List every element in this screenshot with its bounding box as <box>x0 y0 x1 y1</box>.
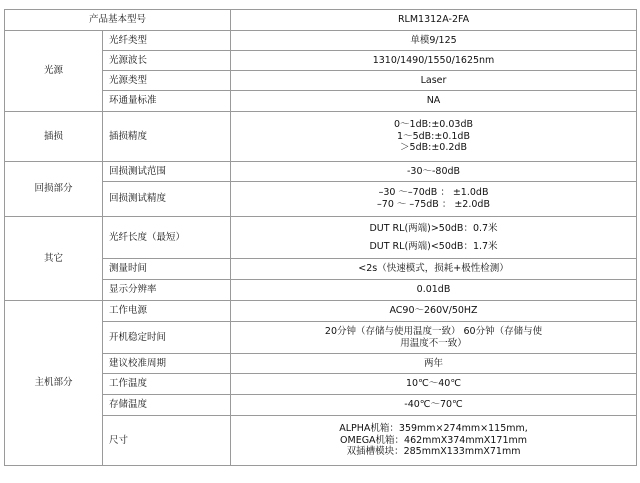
param-label: 光源类型 <box>103 71 231 91</box>
param-value <box>231 416 637 466</box>
param-label: 开机稳定时间 <box>103 322 231 354</box>
param-label: 显示分辨率 <box>103 280 231 301</box>
param-label: 工作电源 <box>103 301 231 322</box>
param-label: 光纤类型 <box>103 31 231 51</box>
table-row <box>5 112 637 162</box>
value-line: OMEGA机箱：462mmX374mmX171mm <box>340 434 527 446</box>
table-row <box>5 301 637 322</box>
value-line: 1～5dB:±0.1dB <box>397 130 470 142</box>
param-value: Laser <box>231 71 637 91</box>
model-value: RLM1312A-2FA <box>231 10 637 31</box>
param-label: 存储温度 <box>103 395 231 416</box>
group-host: 主机部分 <box>5 301 103 466</box>
param-label: 测量时间 <box>103 259 231 280</box>
param-value <box>231 182 637 217</box>
model-label: 产品基本型号 <box>5 10 231 31</box>
value-line: ALPHA机箱：359mm×274mm×115mm, <box>339 422 528 434</box>
group-other: 其它 <box>5 217 103 301</box>
value-line: –70 ～ –75dB ： ±2.0dB <box>377 199 490 210</box>
param-value: 两年 <box>231 354 637 374</box>
value-line: DUT RL(两端)>50dB：0.7米 <box>369 222 498 234</box>
spec-table <box>4 9 637 466</box>
param-value <box>231 322 637 354</box>
param-value: 单模9/125 <box>231 31 637 51</box>
value-line: ＞5dB:±0.2dB <box>400 142 467 154</box>
param-value: 1310/1490/1550/1625nm <box>231 51 637 71</box>
table-row <box>5 31 637 51</box>
param-value: NA <box>231 91 637 112</box>
group-return-loss: 回损部分 <box>5 162 103 217</box>
param-value: <2s（快速模式，损耗+极性检测） <box>231 259 637 280</box>
param-label: 插损精度 <box>103 112 231 162</box>
table-row <box>5 162 637 182</box>
value-line: 双插槽模块：285mmX133mmX71mm <box>346 446 521 458</box>
param-value: 10℃～40℃ <box>231 374 637 395</box>
param-value: -30～-80dB <box>231 162 637 182</box>
group-light-source: 光源 <box>5 31 103 112</box>
param-value: AC90～260V/50HZ <box>231 301 637 322</box>
param-label: 回损测试范围 <box>103 162 231 182</box>
param-value: 0.01dB <box>231 280 637 301</box>
param-value <box>231 217 637 259</box>
value-line: DUT RL(两端)<50dB：1.7米 <box>369 240 498 252</box>
param-value <box>231 112 637 162</box>
param-label: 光纤长度（最短） <box>103 217 231 259</box>
param-label: 工作温度 <box>103 374 231 395</box>
group-insertion-loss: 插损 <box>5 112 103 162</box>
value-line: 20分钟（存储与使用温度一致） 60分钟（存储与使 <box>324 325 543 337</box>
param-label: 光源波长 <box>103 51 231 71</box>
param-label: 建议校准周期 <box>103 354 231 374</box>
value-line: 0～1dB:±0.03dB <box>394 118 474 130</box>
param-label: 回损测试精度 <box>103 182 231 217</box>
param-label: 尺寸 <box>103 416 231 466</box>
value-line: 用温度不一致） <box>400 337 467 349</box>
param-value: -40℃～70℃ <box>231 395 637 416</box>
param-label: 环通量标准 <box>103 91 231 112</box>
table-row <box>5 217 637 259</box>
value-line: –30 ～–70dB ： ±1.0dB <box>378 187 489 199</box>
table-row <box>5 10 637 31</box>
